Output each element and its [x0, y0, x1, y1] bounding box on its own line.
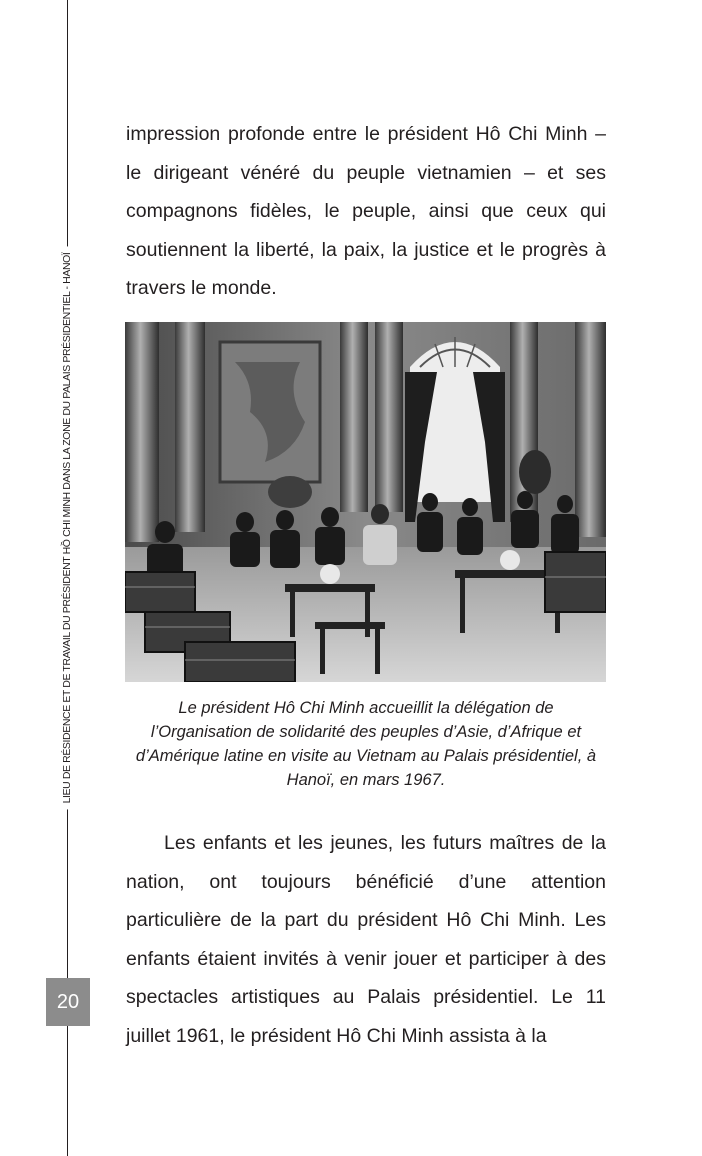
photo-caption: Le président Hô Chi Minh accueillit la délégation de l’Organisation de solidarité des peuples d’Asie, d’Afrique et d’Amérique latine en visite au Vietnam au Palais présidentiel, à Hanoï, en mars 1967.	[135, 699, 597, 789]
paragraph-top: impression profonde entre le président Hô Chi Minh – le dirigeant vénéré du peuple vietnamien – et ses compagnons fidèles, le peuple, ainsi que ceux qui soutiennent la liberté, la paix, la justice et le progrès à travers le monde.	[126, 123, 606, 299]
page-number: 20	[46, 978, 90, 1026]
running-title: LIEU DE RÉSIDENCE ET DE TRAVAIL DU PRÉSIDENT HỒ CHI MINH DANS LA ZONE DU PALAIS PRÉSIDENTIEL - HANOÏ	[61, 247, 73, 810]
historical-photo	[125, 322, 606, 682]
paragraph-bottom: Les enfants et les jeunes, les futurs maîtres de la nation, ont toujours bénéficié d’une attention particulière de la part du président Hô Chi Minh. Les enfants étaient invités à venir jouer et participer à des spectacles artistiques au Palais présidentiel. Le 11 juillet 1961, le président Hô Chi Minh assista à la	[126, 832, 606, 1047]
